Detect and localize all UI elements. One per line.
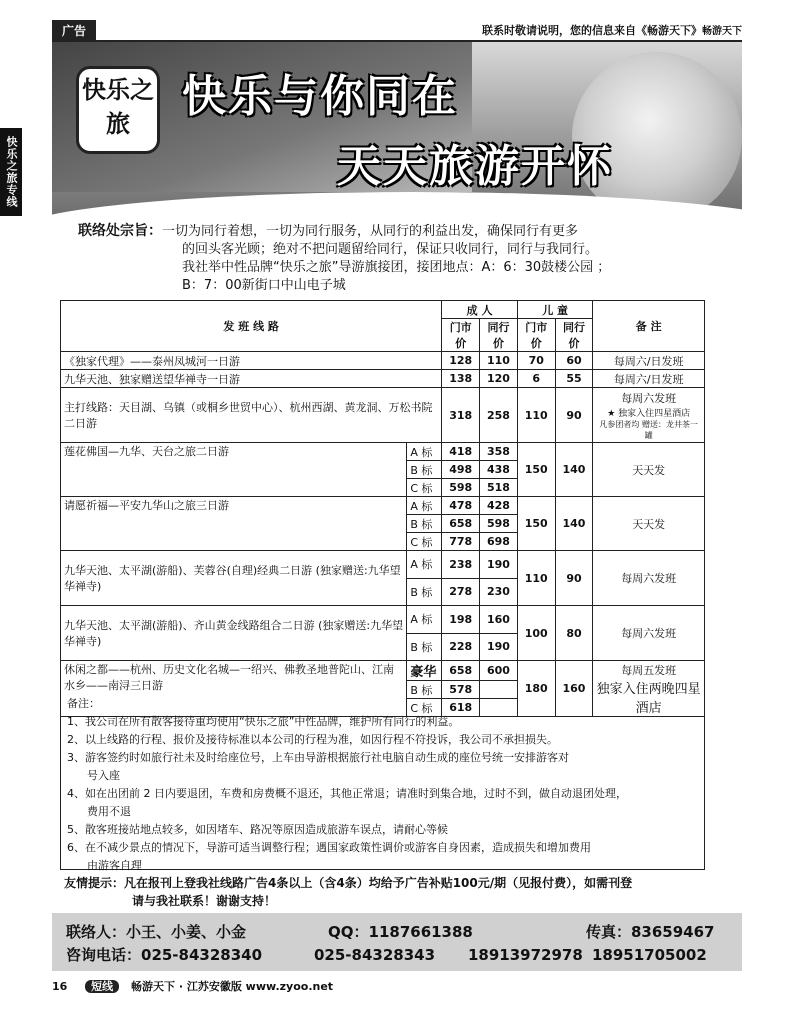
contact-phone: 025-84328343 (314, 946, 436, 964)
price: 698 (480, 533, 518, 551)
header-child: 儿 童 (517, 301, 593, 319)
price: 140 (555, 443, 593, 497)
price: 198 (442, 606, 480, 634)
contact-qq: QQ：1187661388 (328, 923, 473, 941)
price: 278 (442, 578, 480, 606)
note-item: 由游客自理 (87, 859, 142, 872)
room-tier: B 标 (407, 515, 442, 533)
tip-line: 友情提示：凡在报刊上登我社线路广告4条以上（含4条）均给予广告补贴100元/期（见报付费），如需刊登 (64, 876, 633, 890)
slogan-line-1: 快乐与你同在 (182, 71, 458, 122)
intro-label: 联络处宗旨： (78, 223, 162, 239)
notes-title: 备注： (67, 697, 100, 710)
price: 318 (442, 388, 480, 443)
table-row (61, 352, 705, 370)
price: 140 (555, 497, 593, 551)
room-tier: 豪华 (407, 661, 442, 681)
price: 578 (442, 681, 480, 699)
route-name: 请愿祈福—平安九华山之旅三日游 (61, 497, 407, 551)
price: 438 (480, 461, 518, 479)
price: 658 (442, 515, 480, 533)
note-item: 号入座 (87, 769, 120, 782)
price: 190 (480, 633, 518, 661)
contact-phone: 18913972978 (468, 946, 583, 964)
room-tier: C 标 (407, 479, 442, 497)
note-item: 6、在不减少景点的情况下，导游可适当调整行程；遇国家政策性调价或游客自身因素，造成损失和增加费用 (67, 841, 591, 854)
price: 258 (480, 388, 518, 443)
header-remark: 备 注 (593, 301, 705, 352)
contact-fax: 传真：83659467 (586, 923, 715, 941)
remark-line: 每周五发班 (621, 663, 677, 677)
price: 110 (517, 551, 555, 606)
friendly-tip (64, 874, 734, 910)
remark: 每周六发班 (593, 606, 705, 661)
header-trade: 同行价 (555, 319, 593, 352)
table-row (61, 606, 705, 634)
header-adult: 成 人 (442, 301, 518, 319)
note-item: 3、游客签约时如旅行社未及时给座位号，上车由导游根据旅行社电脑自动生成的座位号统一安排游客对 (67, 751, 569, 764)
price: 358 (480, 443, 518, 461)
room-tier: A 标 (407, 497, 442, 515)
brand-logo: 快乐之旅 (76, 66, 160, 154)
route-name: 九华天池、独家赠送望华禅寺一日游 (61, 370, 442, 388)
remark-line: 独家入住两晚四星酒店 (596, 681, 701, 716)
section-badge: 短线 (85, 980, 119, 993)
price: 90 (555, 551, 593, 606)
header-retail: 门市价 (442, 319, 480, 352)
route-name: 莲花佛国—九华、天台之旅二日游 (61, 443, 407, 497)
intro-section (78, 222, 718, 295)
price: 190 (480, 551, 518, 579)
price: 618 (442, 699, 480, 717)
room-tier: B 标 (407, 578, 442, 606)
remark: 每周六/日发班 (593, 352, 705, 370)
remark-line: ★ 独家入住四星酒店 (607, 408, 691, 419)
room-tier: A 标 (407, 606, 442, 634)
slogan-line-2: 天天旅游开怀 (337, 141, 613, 192)
remark-line: 每周六发班 (621, 391, 677, 405)
remark: 每周六/日发班 (593, 370, 705, 388)
contact-people: 联络人：小王、小姜、小金 (66, 923, 247, 941)
price: 6 (517, 370, 555, 388)
price: 598 (480, 515, 518, 533)
price: 160 (555, 661, 593, 717)
note-item: 4、如在出团前 2 日内要退团，车费和房费概不退还，其他正常退；请准时到集合地，过时不到，做自动退团处理， (67, 787, 627, 800)
price: 598 (442, 479, 480, 497)
price: 90 (555, 388, 593, 443)
room-tier: A 标 (407, 551, 442, 579)
remark-line: 凡参团者均 赠送：龙井茶一罐 (599, 419, 698, 440)
price: 518 (480, 479, 518, 497)
price: 110 (480, 352, 518, 370)
intro-line: B：7：00新街口中山电子城 (182, 278, 346, 293)
header-route: 发 班 线 路 (61, 301, 442, 352)
price: 150 (517, 443, 555, 497)
price-table (60, 300, 705, 717)
note-item: 5、散客班接站地点较多，如因堵车、路况等原因造成旅游车误点，请耐心等候 (67, 823, 448, 836)
price: 110 (517, 388, 555, 443)
table-row (61, 370, 705, 388)
room-tier: C 标 (407, 533, 442, 551)
remark: 天天发 (593, 443, 705, 497)
price: 128 (442, 352, 480, 370)
room-tier: B 标 (407, 633, 442, 661)
price: 428 (480, 497, 518, 515)
magazine-logo: 畅游天下 (702, 26, 742, 37)
contact-bar (52, 913, 742, 971)
table-row (61, 551, 705, 579)
note-item: 1、我公司在所有散客接待重均使用“快乐之旅”中性品牌，维护所有同行的利益。 (67, 715, 460, 728)
footer-text: 畅游天下 · 江苏安徽版 www.zyoo.net (131, 980, 334, 993)
page-footer (52, 978, 742, 994)
notes-section (60, 695, 705, 870)
ad-tag: 广告 (52, 20, 96, 41)
room-tier: C 标 (407, 699, 442, 717)
top-bar (52, 20, 742, 42)
header-retail: 门市价 (517, 319, 555, 352)
price: 70 (517, 352, 555, 370)
page-number: 16 (52, 980, 68, 993)
price: 180 (517, 661, 555, 717)
intro-line: 的回头客光顾；绝对不把问题留给同行，保证只收同行，同行与我同行。 (182, 242, 599, 257)
room-tier: B 标 (407, 681, 442, 699)
route-name: 《独家代理》——泰州凤城河一日游 (61, 352, 442, 370)
price: 55 (555, 370, 593, 388)
route-name: 九华天池、太平湖(游船)、齐山黄金线路组合二日游 (独家赠送:九华望华禅寺) (61, 606, 407, 661)
price: 60 (555, 352, 593, 370)
route-name: 九华天池、太平湖(游船)、芙蓉谷(自理)经典二日游 (独家赠送:九华望华禅寺) (61, 551, 407, 606)
table-row (61, 388, 705, 443)
price: 478 (442, 497, 480, 515)
price: 100 (517, 606, 555, 661)
price: 228 (442, 633, 480, 661)
intro-line: 一切为同行着想，一切为同行服务，从同行的利益出发，确保同行有更多 (162, 224, 579, 239)
price: 160 (480, 606, 518, 634)
price: 658 (442, 661, 480, 681)
route-name: 休闲之都——杭州、历史文化名城—一绍兴、佛教圣地普陀山、江南水乡——南浔三日游 (61, 661, 407, 717)
contact-phone: 18951705002 (592, 946, 707, 964)
intro-line: 我社举中性品牌“快乐之旅”导游旗接团，接团地点：A：6：30鼓楼公园 ； (182, 260, 611, 275)
source-note: 联系时敬请说明，您的信息来自《畅游天下》 (482, 24, 702, 37)
remark: 天天发 (593, 497, 705, 551)
table-row (61, 661, 705, 681)
note-item: 费用不退 (87, 805, 131, 818)
price: 778 (442, 533, 480, 551)
remark: 每周六发班 (593, 551, 705, 606)
price: 230 (480, 578, 518, 606)
note-item: 2、以上线路的行程、报价及接待标准以本公司的行程为准，如因行程不符投诉，我公司不承担损失。 (67, 733, 558, 746)
price: 238 (442, 551, 480, 579)
header-trade: 同行价 (480, 319, 518, 352)
price: 600 (480, 661, 518, 681)
tip-line: 请与我社联系！谢谢支持！ (132, 894, 277, 908)
price: 498 (442, 461, 480, 479)
table-row (61, 443, 705, 461)
route-name: 主打线路：天目湖、乌镇（或桐乡世贸中心）、杭州西湖、黄龙洞、万松书院二日游 (61, 388, 442, 443)
price: 150 (517, 497, 555, 551)
table-row (61, 497, 705, 515)
room-tier: B 标 (407, 461, 442, 479)
contact-phone: 咨询电话：025-84328340 (66, 946, 263, 964)
price: 418 (442, 443, 480, 461)
price: 138 (442, 370, 480, 388)
side-tab: 快乐之旅专线 (0, 128, 22, 216)
price: 80 (555, 606, 593, 661)
room-tier: A 标 (407, 443, 442, 461)
hero-banner (52, 42, 742, 222)
price: 120 (480, 370, 518, 388)
remark (593, 388, 705, 443)
